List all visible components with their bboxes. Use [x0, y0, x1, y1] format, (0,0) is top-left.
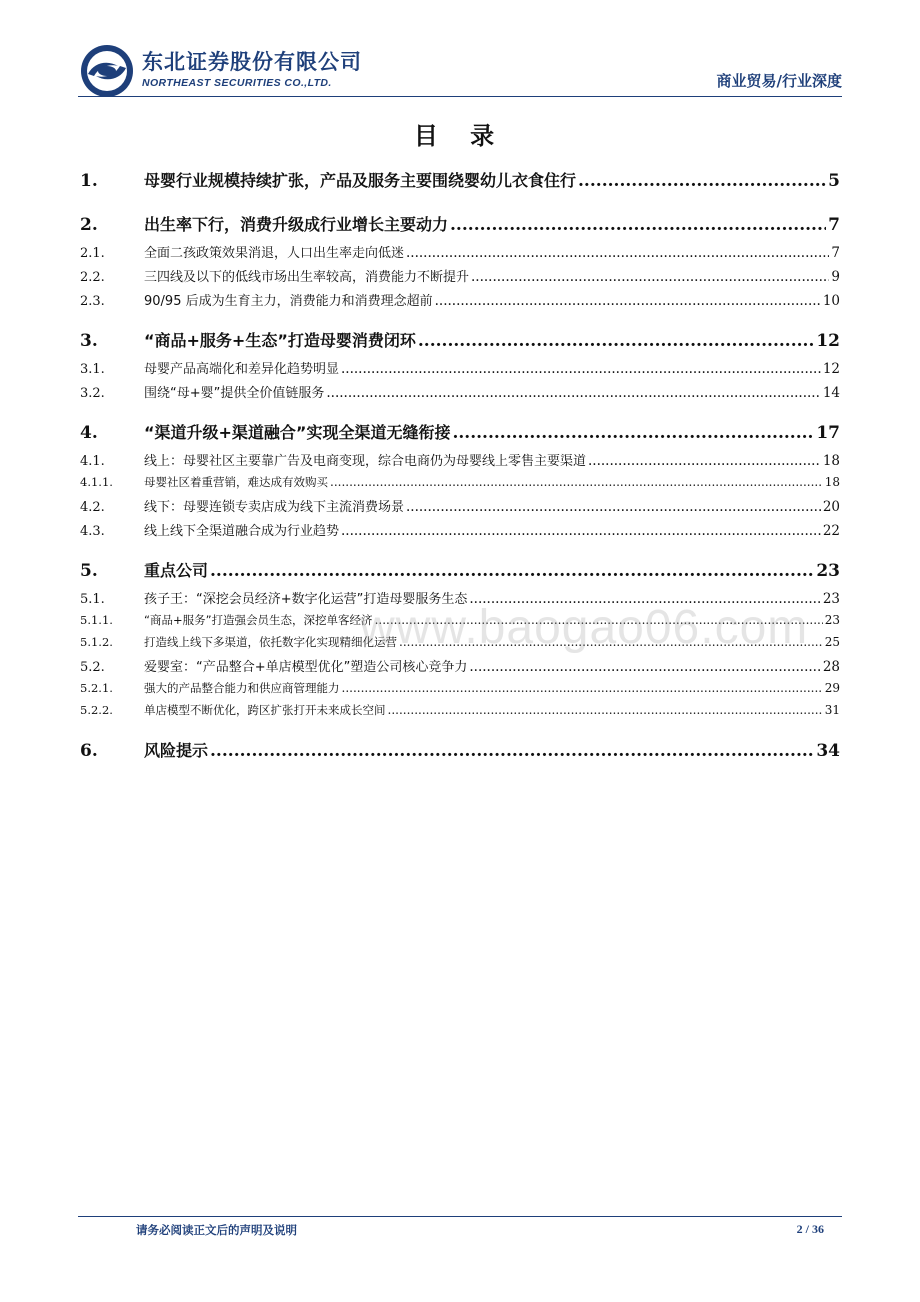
toc-leader-dots: [341, 361, 821, 377]
toc-entry-number: 2.3.: [80, 294, 105, 309]
toc-entry-title: 强大的产品整合能力和供应商管理能力: [144, 681, 340, 695]
toc-leader-dots: [341, 523, 821, 539]
report-category: 商业贸易/行业深度: [716, 72, 842, 90]
toc-entry-page: 18: [822, 453, 840, 469]
toc-entry-title: 线下：母婴连锁专卖店成为线下主流消费场景: [144, 500, 405, 515]
toc-entry-level2[interactable]: [80, 496, 840, 520]
toc-entry-page: 9: [831, 269, 840, 285]
toc-entry-level2[interactable]: [80, 242, 840, 266]
toc-leader-dots: [210, 741, 814, 761]
toc-entry-level2[interactable]: [80, 382, 840, 406]
toc-entry-page: 28: [822, 659, 840, 675]
toc-entry-level1[interactable]: [80, 328, 840, 358]
toc-leader-dots: [418, 331, 814, 351]
toc-entry-level3[interactable]: [80, 680, 840, 702]
toc-entry-title: 重点公司: [144, 561, 209, 580]
toc-entry-page: 12: [816, 331, 840, 351]
toc-entry-level2[interactable]: [80, 358, 840, 382]
toc-entry-number: 5.: [80, 561, 98, 581]
toc-entry-title: “渠道升级+渠道融合”实现全渠道无缝衔接: [144, 423, 451, 442]
toc-leader-dots: [588, 453, 821, 469]
toc-leader-dots: [342, 681, 823, 695]
toc-entry-number: 4.3.: [80, 524, 105, 539]
toc-entry-number: 4.1.: [80, 454, 105, 469]
footer-disclaimer: 请务必阅读正文后的声明及说明: [136, 1223, 297, 1237]
toc-entry-title: 孩子王：“深挖会员经济+数字化运营”打造母婴服务生态: [144, 592, 468, 607]
toc-entry-title: 母婴产品高端化和差异化趋势明显: [144, 362, 340, 377]
toc-leader-dots: [452, 423, 814, 443]
toc-entry-title: 出生率下行，消费升级成行业增长主要动力: [144, 215, 449, 234]
toc-entry-number: 5.2.2.: [80, 703, 113, 717]
toc-entry-level1[interactable]: [80, 420, 840, 450]
toc-entry-page: 17: [816, 423, 840, 443]
page-header: [78, 40, 842, 96]
toc-leader-dots: [210, 561, 814, 581]
toc-entry-page: 34: [816, 741, 840, 761]
toc-entry-level1[interactable]: [80, 168, 840, 198]
toc-leader-dots: [471, 269, 829, 285]
toc-leader-dots: [406, 245, 829, 261]
toc-entry-level3[interactable]: [80, 702, 840, 724]
toc-entry-number: 3.: [80, 331, 98, 351]
toc-entry-page: 7: [828, 215, 840, 235]
toc-entry-page: 31: [824, 703, 840, 717]
toc-entry-title: 围绕“母+婴”提供全价值链服务: [144, 386, 325, 401]
toc-entry-title: 母婴社区着重营销，难达成有效购买: [144, 475, 328, 489]
toc-entry-page: 25: [824, 635, 840, 649]
company-name-cn: 东北证券股份有限公司: [142, 50, 362, 74]
toc-entry-title: 爱婴室：“产品整合+单店模型优化”塑造公司核心竞争力: [144, 660, 468, 675]
footer-divider: [78, 1216, 842, 1217]
toc-entry-number: 4.: [80, 423, 98, 443]
toc-entry-number: 4.2.: [80, 500, 105, 515]
toc-leader-dots: [435, 293, 821, 309]
toc-entry-title: 母婴行业规模持续扩张，产品及服务主要围绕婴幼儿衣食住行: [144, 171, 577, 190]
toc-entry-number: 2.1.: [80, 246, 105, 261]
toc-entry-page: 12: [822, 361, 840, 377]
company-logo-icon: [80, 44, 134, 98]
toc-entry-level2[interactable]: [80, 450, 840, 474]
toc-entry-page: 14: [822, 385, 840, 401]
toc-entry-level2[interactable]: [80, 290, 840, 314]
toc-entry-level2[interactable]: [80, 520, 840, 544]
toc-title: 目 录: [413, 122, 507, 150]
toc-entry-level3[interactable]: [80, 474, 840, 496]
toc-entry-page: 29: [824, 681, 840, 695]
footer-page-number: 2 / 36: [796, 1222, 824, 1236]
toc-entry-page: 23: [824, 613, 840, 627]
toc-entry-level1[interactable]: [80, 558, 840, 588]
toc-entry-title: 打造线上线下多渠道，依托数字化实现精细化运营: [144, 635, 397, 649]
toc-leader-dots: [326, 385, 820, 401]
toc-entry-number: 2.: [80, 215, 98, 235]
toc-leader-dots: [330, 475, 823, 489]
toc-entry-page: 7: [831, 245, 840, 261]
toc-entry-title: 风险提示: [144, 741, 209, 760]
toc-entry-title: 单店模型不断优化，跨区扩张打开未来成长空间: [144, 703, 386, 717]
toc-entry-title: 三四线及以下的低线市场出生率较高，消费能力不断提升: [144, 270, 470, 285]
toc-entry-number: 1.: [80, 171, 98, 191]
watermark: www.baogao06.com: [360, 601, 809, 654]
toc-leader-dots: [450, 215, 826, 235]
toc-entry-title: 线上线下全渠道融合成为行业趋势: [144, 524, 340, 539]
toc-entry-number: 3.1.: [80, 362, 105, 377]
company-name-en: NORTHEAST SECURITIES CO.,LTD.: [142, 77, 332, 89]
toc-leader-dots: [469, 659, 820, 675]
toc-entry-number: 5.1.: [80, 592, 105, 607]
toc-entry-number: 2.2.: [80, 270, 105, 285]
toc-entry-page: 18: [824, 475, 840, 489]
table-of-contents: [80, 168, 840, 768]
toc-entry-number: 4.1.1.: [80, 475, 113, 489]
toc-entry-level1[interactable]: [80, 212, 840, 242]
toc-entry-title: 全面二孩政策效果消退，人口出生率走向低迷: [144, 246, 405, 261]
toc-entry-number: 5.1.2.: [80, 635, 113, 649]
toc-entry-page: 20: [822, 499, 840, 515]
toc-entry-title: 90/95 后成为生育主力，消费能力和消费理念超前: [144, 294, 433, 309]
toc-leader-dots: [578, 171, 826, 191]
toc-entry-page: 10: [822, 293, 840, 309]
toc-entry-number: 5.2.: [80, 660, 105, 675]
toc-entry-page: 5: [828, 171, 840, 191]
toc-entry-page: 22: [822, 523, 840, 539]
toc-entry-title: “商品+服务+生态”打造母婴消费闭环: [144, 331, 416, 350]
toc-leader-dots: [388, 703, 823, 717]
toc-entry-number: 6.: [80, 741, 98, 761]
toc-entry-number: 5.1.1.: [80, 613, 113, 627]
toc-entry-number: 5.2.1.: [80, 681, 113, 695]
toc-entry-level1[interactable]: [80, 738, 840, 768]
toc-entry-level2[interactable]: [80, 266, 840, 290]
toc-entry-page: 23: [816, 561, 840, 581]
toc-entry-title: “商品+服务”打造强会员生态，深挖单客经济: [144, 613, 373, 627]
toc-entry-title: 线上：母婴社区主要靠广告及电商变现，综合电商仍为母婴线上零售主要渠道: [144, 454, 587, 469]
toc-entry-level2[interactable]: [80, 656, 840, 680]
toc-entry-number: 3.2.: [80, 386, 105, 401]
toc-entry-page: 23: [822, 591, 840, 607]
toc-leader-dots: [406, 499, 821, 515]
header-divider: [78, 96, 842, 97]
